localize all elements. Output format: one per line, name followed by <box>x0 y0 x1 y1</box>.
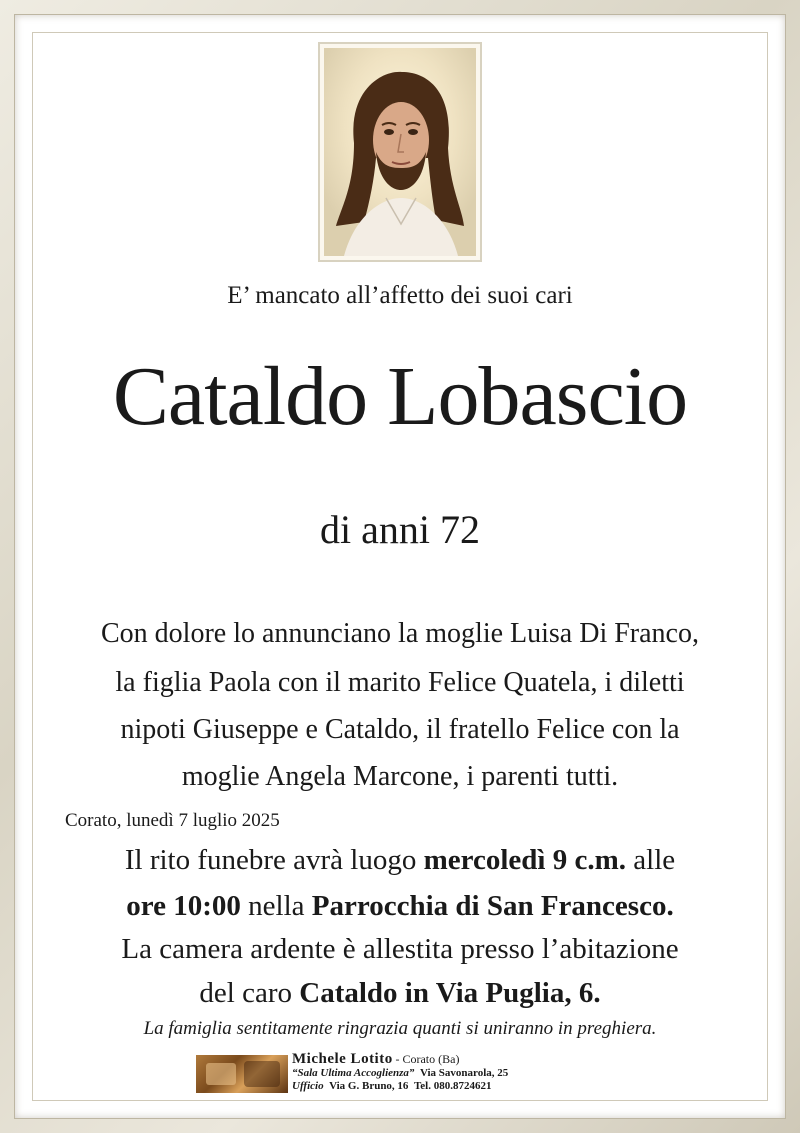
thanks-text: La famiglia sentitamente ringrazia quanti si uniranno in preghiera. <box>143 1018 657 1039</box>
announcement-line-3: nipoti Giuseppe e Cataldo, il fratello Felice con la <box>120 714 680 745</box>
funeral-text: Il rito funebre avrà luogo <box>124 844 424 876</box>
funeral-line-3: La camera ardente è allestita presso l’abitazione <box>121 933 679 965</box>
agency-office: Ufficio <box>292 1080 324 1092</box>
announcement-line-1: Con dolore lo annunciano la moglie Luisa Di Franco, <box>101 618 699 649</box>
funeral-church: Parrocchia di San Francesco. <box>311 890 674 922</box>
religious-portrait-image <box>324 48 476 256</box>
deceased-name: Cataldo Lobascio <box>112 350 688 443</box>
funeral-agency-logo-image <box>196 1055 288 1093</box>
agency-info <box>292 1053 508 1093</box>
announcement-line-4: moglie Angela Marcone, i parenti tutti. <box>181 761 619 792</box>
announcement-line-2: la figlia Paola con il marito Felice Quatela, i diletti <box>115 667 685 698</box>
funeral-time: ore 10:00 <box>126 890 241 922</box>
funeral-line-1 <box>40 844 760 877</box>
funeral-address: Cataldo in Via Puglia, 6. <box>299 977 601 1009</box>
deceased-age: di anni 72 <box>320 507 480 552</box>
funeral-date: mercoledì 9 c.m. <box>423 844 627 876</box>
notice-date: Corato, lunedì 7 luglio 2025 <box>65 810 280 831</box>
funeral-line-2 <box>40 890 760 923</box>
funeral-text: alle <box>626 844 676 876</box>
agency-city: - Corato (Ba) <box>395 1052 460 1066</box>
agency-hall: “Sala Ultima Accoglienza” <box>292 1067 415 1079</box>
agency-office-address: Via G. Bruno, 16 <box>329 1080 409 1092</box>
portrait-frame <box>318 42 482 262</box>
agency-name: Michele Lotito <box>292 1051 393 1067</box>
funeral-text: nella <box>240 890 312 922</box>
intro-text: E’ mancato all’affetto dei suoi cari <box>227 282 573 309</box>
funeral-text: del caro <box>199 977 300 1009</box>
funeral-line-4 <box>40 977 760 1010</box>
agency-phone: Tel. 080.8724621 <box>413 1080 492 1092</box>
agency-footer <box>196 1053 616 1097</box>
agency-hall-address: Via Savonarola, 25 <box>419 1067 509 1079</box>
